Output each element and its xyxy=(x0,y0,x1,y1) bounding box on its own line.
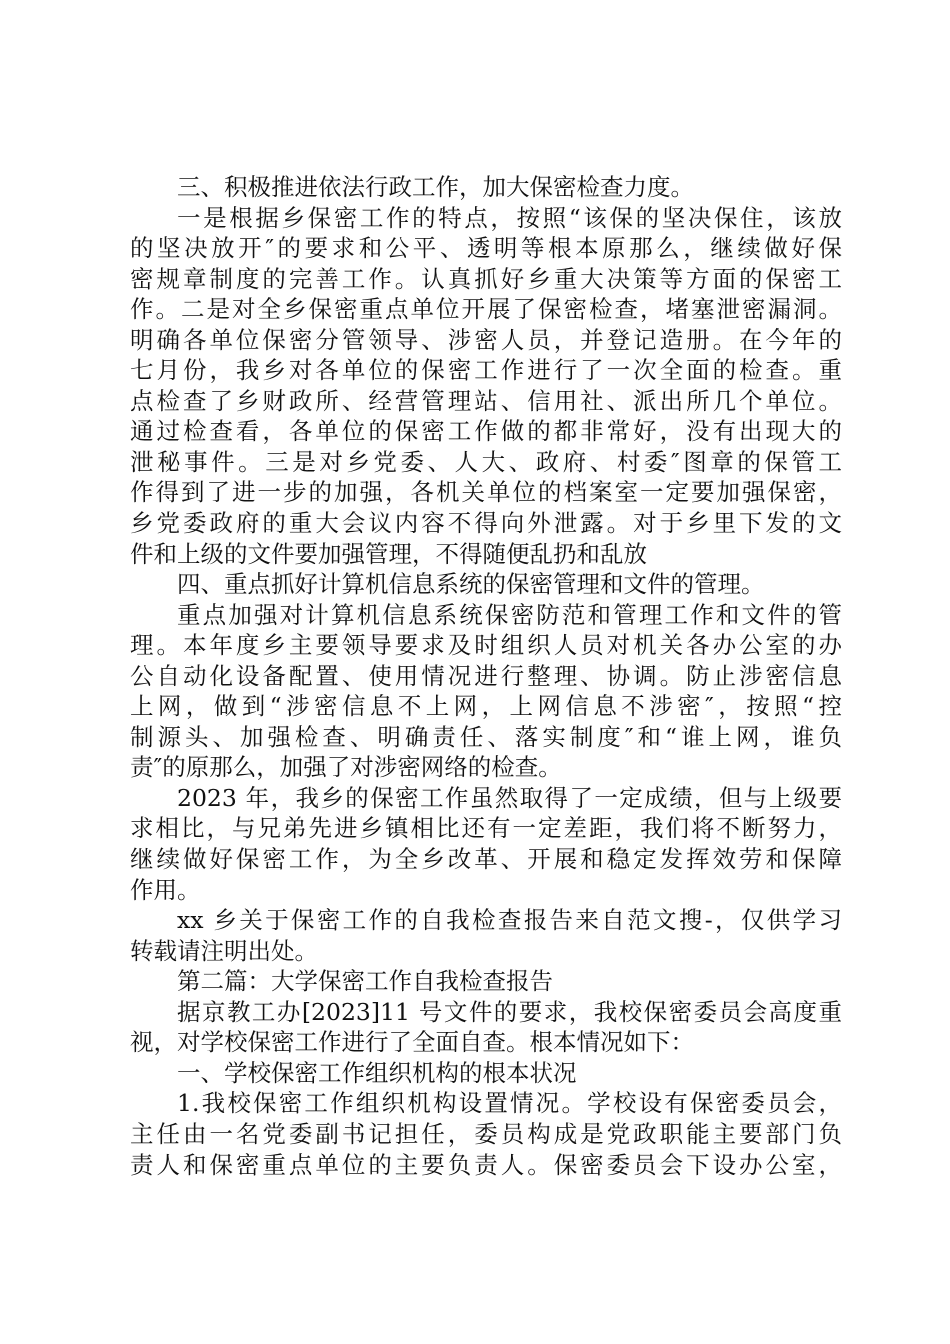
text-line: 乡党委政府的重大会议内容不得向外泄露。对于乡里下发的文 xyxy=(130,509,842,538)
text-line: 七月份，我乡对各单位的保密工作进行了一次全面的检查。重 xyxy=(130,356,842,385)
text-line: 四、重点抓好计算机信息系统的保密管理和文件的管理。 xyxy=(177,570,765,599)
text-line: 件和上级的文件要加强管理，不得随便乱扔和乱放 xyxy=(130,539,647,568)
text-line: xx 乡关于保密工作的自我检查报告来自范文搜-，仅供学习 xyxy=(177,906,842,935)
text-line: 1.我校保密工作组织机构设置情况。学校设有保密委员会， xyxy=(177,1089,842,1118)
text-line: 求相比，与兄弟先进乡镇相比还有一定差距，我们将不断努力， xyxy=(130,814,842,843)
text-line: 的坚决放开″的要求和公平、透明等根本原那么，继续做好保 xyxy=(130,234,842,263)
text-line: 泄秘事件。三是对乡党委、人大、政府、村委″图章的保管工 xyxy=(130,447,842,476)
text-line: 理。本年度乡主要领导要求及时组织人员对机关各办公室的办 xyxy=(130,631,842,660)
text-line: 第二篇：大学保密工作自我检查报告 xyxy=(177,967,553,996)
text-line: 视，对学校保密工作进行了全面自查。根本情况如下： xyxy=(130,1028,694,1057)
text-line: 密规章制度的完善工作。认真抓好乡重大决策等方面的保密工 xyxy=(130,264,842,293)
text-line: 一、学校保密工作组织机构的根本状况 xyxy=(177,1058,577,1087)
text-line: 公自动化设备配置、使用情况进行整理、协调。防止涉密信息 xyxy=(130,661,842,690)
text-line: 主任由一名党委副书记担任，委员构成是党政职能主要部门负 xyxy=(130,1119,842,1148)
text-line: 作用。 xyxy=(130,875,201,904)
text-line: 责人和保密重点单位的主要负责人。保密委员会下设办公室， xyxy=(130,1150,842,1179)
text-line: 2023 年，我乡的保密工作虽然取得了一定成绩，但与上级要 xyxy=(177,783,842,812)
text-line: 制源头、加强检查、明确责任、落实制度″和“谁上网，谁负 xyxy=(130,722,842,751)
text-line: 转载请注明出处。 xyxy=(130,936,318,965)
text-line: 作。二是对全乡保密重点单位开展了保密检查，堵塞泄密漏洞。 xyxy=(130,295,842,324)
text-line: 责″的原那么，加强了对涉密网络的检查。 xyxy=(130,753,562,782)
text-line: 三、积极推进依法行政工作，加大保密检查力度。 xyxy=(177,173,694,201)
text-line: 据京教工办[2023]11 号文件的要求，我校保密委员会高度重 xyxy=(177,997,842,1026)
text-line: 通过检查看，各单位的保密工作做的都非常好，没有出现大的 xyxy=(130,417,842,446)
text-line: 继续做好保密工作，为全乡改革、开展和稳定发挥效劳和保障 xyxy=(130,845,842,874)
document-body xyxy=(130,172,842,1180)
text-line: 重点加强对计算机信息系统保密防范和管理工作和文件的管 xyxy=(177,600,842,629)
text-line: 明确各单位保密分管领导、涉密人员，并登记造册。在今年的 xyxy=(130,325,842,354)
text-line: 一是根据乡保密工作的特点，按照“该保的坚决保住，该放 xyxy=(177,203,842,232)
text-line: 上网，做到“涉密信息不上网，上网信息不涉密″，按照“控 xyxy=(130,692,842,721)
text-line: 作得到了进一步的加强，各机关单位的档案室一定要加强保密， xyxy=(130,478,842,507)
text-line: 点检查了乡财政所、经营管理站、信用社、派出所几个单位。 xyxy=(130,386,842,415)
